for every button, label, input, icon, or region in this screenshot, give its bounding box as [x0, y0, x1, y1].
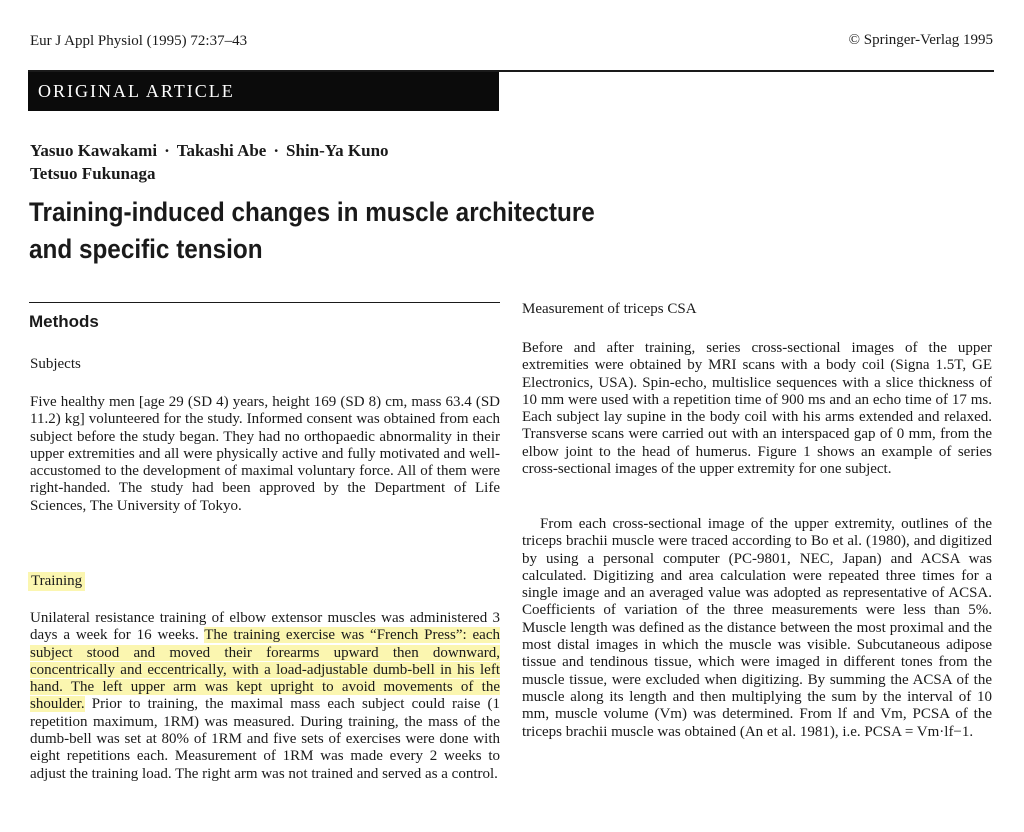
journal-citation: Eur J Appl Physiol (1995) 72:37–43: [30, 33, 248, 49]
column-rule: [29, 302, 500, 303]
article-type-banner: ORIGINAL ARTICLE: [28, 72, 499, 111]
author-list: [30, 139, 389, 185]
training-text: Unilateral resistance training of elbow extensor muscles was administered 3 days a week for 16 weeks.: [30, 610, 500, 644]
subjects-paragraph: Five healthy men [age 29 (SD 4) years, height 169 (SD 8) cm, mass 63.4 (SD 11.2) kg] volunteered for the study. Informed consent was obtained from each subject before the study began. They had no orthopaedic abnormality in their upper extremities and all were physically active and fully motivated and well-accustomed to the development of maximal voluntary force. All of them were right-handed. The study had been approved by the Department of Life Sciences, The University of Tokyo.: [30, 394, 500, 514]
title-line-1: Training-induced changes in muscle architecture: [29, 197, 595, 227]
training-text: Prior to training, the maximal mass each subject could raise (1 repetition maximum, 1RM) was measured. During training, the mass of the dumb-bell was set at 80% of 1RM and five sets of exercises were done with eight repetitions each. Measurement of 1RM was made every 2 weeks to adjust the training load. The right arm was not trained and served as a control.: [30, 696, 500, 782]
training-paragraph: [30, 610, 500, 783]
title-line-2: and specific tension: [29, 234, 263, 264]
author-separator: ·: [273, 141, 280, 160]
author-name: Shin-Ya Kuno: [286, 141, 389, 160]
training-heading: Training: [28, 572, 85, 591]
triceps-paragraph-1: Before and after training, series cross-sectional images of the upper extremities were obtained by MRI scans with a body coil (Signa 1.5T, GE Electronics, USA). Spin-echo, multislice sequences with a slice thickness of 10 mm were used with a repetition time of 900 ms and an echo time of 17 ms. Each subject lay supine in the body coil with his arms extended and relaxed. Transverse scans were carried out with an interspaced gap of 0 mm, from the elbow joint to the head of humerus. Figure 1 shows an example of series cross-sectional images of the upper extremity for one subject.: [522, 340, 992, 478]
subjects-heading: Subjects: [30, 356, 81, 372]
author-name: Tetsuo Fukunaga: [30, 164, 156, 183]
article-title: [29, 194, 749, 268]
highlighted-text: The training exercise was “French Press”: each subject stood and moved their forearms upward then downward, concentrically and eccentrically, with a load-adjustable dumb-bell in his left hand. The left upper arm was kept upright to avoid movements of the shoulder.: [30, 627, 500, 713]
author-line-1: [30, 139, 389, 162]
author-separator: ·: [164, 141, 170, 160]
author-name: Yasuo Kawakami: [30, 141, 158, 160]
triceps-heading: Measurement of triceps CSA: [522, 301, 697, 317]
methods-heading: Methods: [29, 312, 99, 331]
author-name: Takashi Abe: [176, 141, 267, 160]
triceps-paragraph-2: From each cross-sectional image of the upper extremity, outlines of the triceps brachii muscle were traced according to Bo et al. (1980), and digitized by using a personal computer (PC-9801, NEC, Japan) and ACSA was calculated. Digitizing and area calculation were repeated three times for a single image and an averaged value was adopted as representative of ACSA. Coefficients of variation of the three measurements were less than 5%. Muscle length was defined as the distance between the most proximal and the most distal images in which the muscle was visible. Subcutaneous adipose tissue and tendinous tissue, which were imaged in different tones from the muscle tissue, were excluded when digitizing. By summing the ACSA of the muscle along its length and then multiplying the sum by the interval of 10 mm, muscle volume (Vm) was determined. From lf and Vm, PCSA of the triceps brachii muscle was obtained (An et al. 1981), i.e. PCSA = Vm·lf−1.: [522, 516, 992, 740]
copyright-notice: © Springer-Verlag 1995: [848, 32, 993, 48]
